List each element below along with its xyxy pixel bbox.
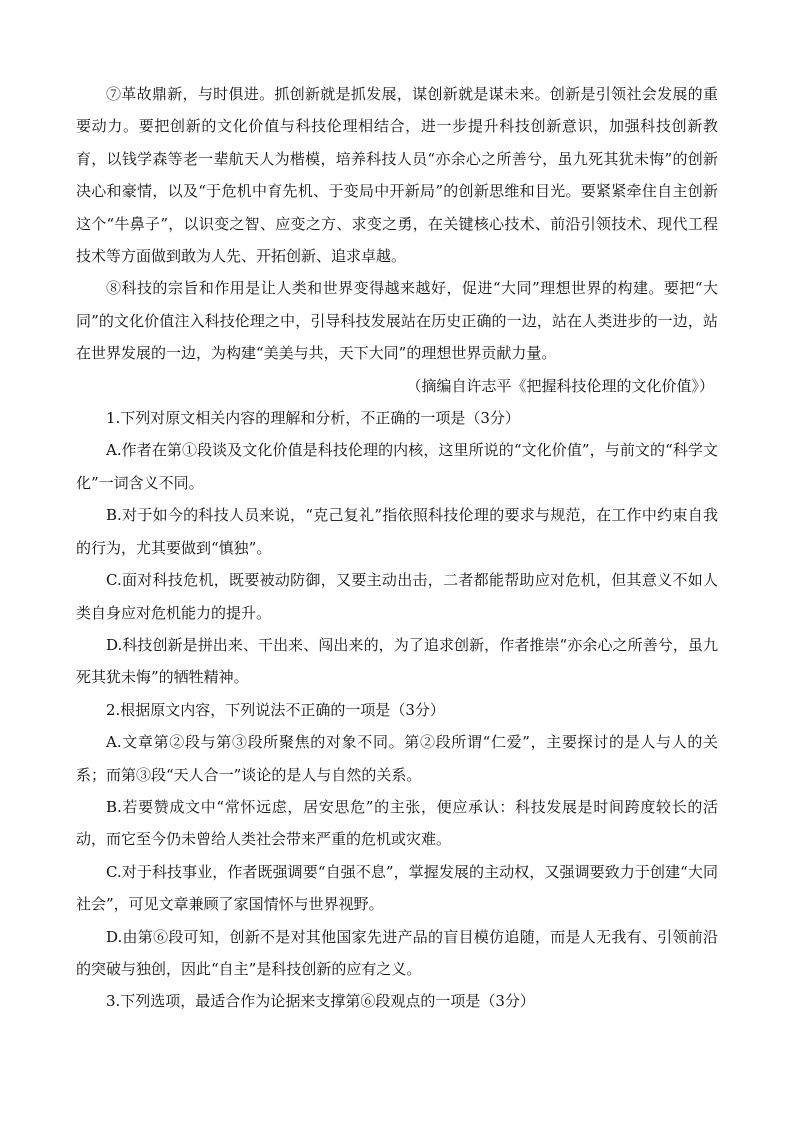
question-stem: 1.下列对原文相关内容的理解和分析，不正确的一项是（3分） [106,409,520,428]
question-stem: 3.下列选项，最适合作为论据来支撑第⑥段观点的一项是（3分） [106,992,535,1011]
option-d: D.由第⑥段可知，创新不是对其他国家先进产品的盲目模仿追随，而是人无我有、引领前沿的突破与独创，因此“自主”是科技创新的应有之义。 [76,927,718,978]
option-a: A.作者在第①段谈及文化价值是科技伦理的内核，这里所说的“文化价值”，与前文的“科学文化”一词含义不同。 [76,441,718,492]
question-3 [76,985,718,1017]
document-page [76,78,718,1018]
paragraph-8: ⑧科技的宗旨和作用是让人类和世界变得越来越好，促进“大同”理想世界的构建。要把“大同”的文化价值注入科技伦理之中，引导科技发展站在历史正确的一边，站在人类进步的一边，站在世界发展的一边，为构建“美美与共，天下大同”的理想世界贡献力量。 [76,279,718,363]
question-1 [76,402,718,694]
paragraph-7: ⑦革故鼎新，与时俱进。抓创新就是抓发展，谋创新就是谋未来。创新是引领社会发展的重要动力。要把创新的文化价值与科技伦理相结合，进一步提升科技创新意识，加强科技创新教育，以钱学森等老一辈航天人为楷模，培养科技人员“亦余心之所善兮，虽九死其犹未悔”的创新决心和豪情，以及“于危机中育先机、于变局中开新局”的创新思维和目光。要紧紧牵住自主创新这个“牛鼻子”，以识变之智、应变之方、求变之勇，在关键核心技术、前沿引领技术、现代工程技术等方面做到敢为人先、开拓创新、追求卓越。 [76,85,718,266]
option-d: D.科技创新是拼出来、干出来、闯出来的，为了追求创新，作者推崇“亦余心之所善兮，虽九死其犹未悔”的牺牲精神。 [76,635,718,687]
option-c: C.面对科技危机，既要被动防御，又要主动出击，二者都能帮助应对危机，但其意义不如人类自身应对危机能力的提升。 [76,571,718,622]
question-stem: 2.根据原文内容，下列说法不正确的一项是（3分） [106,700,445,719]
option-c: C.对于科技事业，作者既强调要“自强不息”，掌握发展的主动权，又强调要致力于创建“大同社会”，可见文章兼顾了家国情怀与世界视野。 [76,862,718,914]
option-a: A.文章第②段与第③段所聚焦的对象不同。第②段所谓“仁爱”，主要探讨的是人与人的关系；而第③段“天人合一”谈论的是人与自然的关系。 [76,733,718,784]
option-b: B.若要赞成文中“常怀远虑，居安思危”的主张，便应承认：科技发展是时间跨度较长的活动，而它至今仍未曾给人类社会带来严重的危机或灾难。 [76,797,718,849]
option-b: B.对于如今的科技人员来说，“克己复礼”指依照科技伦理的要求与规范，在工作中约束自我的行为，尤其要做到“慎独”。 [76,506,718,557]
question-2 [76,694,718,986]
source-citation: （摘编自许志平《把握科技伦理的文化价值》） [406,376,714,395]
